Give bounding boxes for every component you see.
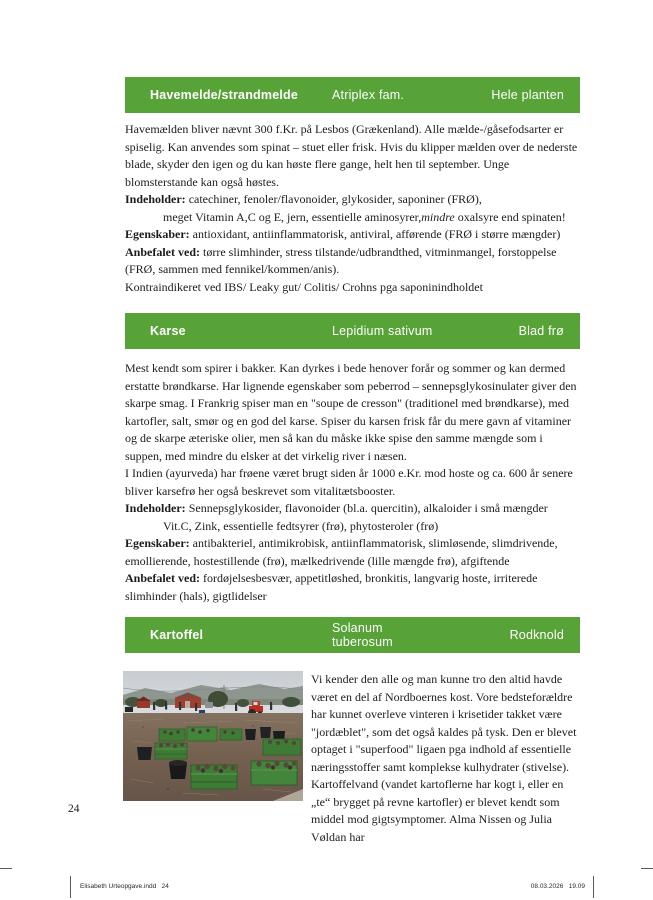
indent-post: oxalsyre end spinaten!	[454, 209, 566, 224]
section-plant-part: Hele planten	[491, 88, 564, 102]
section-intro: Vi kender den alle og man kunne tro den altid havde været en del af Nordboernes kost. Vore bedsteforældre har kunnet overleve vinteren i krisetider takket være "jordæblet", som det også kaldes på tysk. Den er blevet optaget i "superfood" ligaen pga indhold af essentielle næringsstoffer samt komplekse kulhydrater (stivelse). Kartoffelvand (vandet kartoflerne har kogt i, eller en „te“ brygget på revne kartofler) er blevet kendt som middel mod gigtsymptomer. Alma Nissen og Julia Vøldan har	[311, 672, 577, 844]
anbefalet-line	[125, 244, 581, 279]
crop-mark-bottom-left	[70, 876, 71, 898]
egenskaber-text: antibakteriel, antimikrobisk, antiinflammatorisk, slimløsende, slimdrivende, emollierende, hostestillende (frø), mælkedrivende (lille mængde frø), afgiftende	[125, 536, 558, 568]
indeholder-text: catechiner, fenoler/flavonoider, glykosider, saponiner (FRØ),	[185, 192, 482, 206]
anbefalet-text: fordøjelsesbesvær, appetitløshed, bronkitis, langvarig hoste, irriterede slimhinder (hals), gigtlidelser	[125, 571, 538, 603]
anbefalet-label: Anbefalet ved:	[125, 244, 200, 259]
slug-timestamp: 08.03.2026 19.09	[530, 883, 585, 890]
anbefalet-text: tørre slimhinder, stress tilstande/udbrandthed, vitminmangel, forstoppelse (FRØ, sammen med fennikel/kommen/anis).	[125, 244, 557, 276]
section-header-kartoffel	[125, 617, 580, 653]
indent-pre: meget Vitamin A,C og E, jern, essentielle aminosyrer,	[163, 209, 422, 224]
anbefalet-label: Anbefalet ved:	[125, 571, 200, 585]
potato-harvest-photo	[123, 671, 303, 801]
indeholder-line	[125, 191, 581, 209]
crop-mark-left	[0, 868, 12, 869]
section-intro: Havemælden bliver nævnt 300 f.Kr. på Lesbos (Grækenland). Alle mælde-/gåsefodsarter er spiselig. Kan anvendes som spinat – stuet eller frisk. Hvis du klipper mælden over de nederste blade, skyder den igen og du kan høste flere gange, helt hen til september. Unge blomsterstande kan også høstes.	[125, 122, 578, 189]
indeholder-label: Indeholder:	[125, 501, 186, 515]
section-intro-2: I Indien (ayurveda) har frøene været brugt siden år 1000 e.Kr. mod hoste og ca. 600 år senere bliver karsefrø her også beskrevet som vitalitætsbooster.	[125, 466, 573, 498]
indeholder-label: Indeholder:	[125, 192, 186, 206]
anbefalet-line	[125, 570, 581, 605]
indent-italic: mindre	[421, 209, 455, 224]
egenskaber-text: antioxidant, antiinflammatorisk, antiviral, afførende (FRØ i større mængder)	[189, 227, 561, 241]
crop-mark-right	[641, 868, 653, 869]
section-latin-name: Solanum tuberosum	[332, 621, 393, 649]
section-plant-part: Rodknold	[509, 628, 564, 642]
section-title: Havemelde/strandmelde	[150, 88, 299, 102]
section-title: Karse	[150, 324, 186, 338]
section-title: Kartoffel	[150, 628, 204, 642]
indeholder-continuation	[125, 209, 581, 227]
kontraindikeret-line: Kontraindikeret ved IBS/ Leaky gut/ Colitis/ Crohns pga saponinindholdet	[125, 279, 483, 294]
section-body-kartoffel	[123, 671, 580, 846]
egenskaber-label: Egenskaber:	[125, 536, 190, 550]
section-intro: Mest kendt som spirer i bakker. Kan dyrkes i bede henover forår og sommer og kan dermed erstatte brøndkarse. Har lignende egenskaber som peberrod – sennepsglykosinulater giver den skarpe smag. I Frankrig spiser man en "soupe de cresson" (traditionel med brøndkarse), med kartofler, salt, smør og en god del karse. Spiser du karsen frisk får du mere gavn af vitaminer og de skarpe æteriske olier, men så kan du måske ikke spise den samme mængde som i suppen, med mindre du elsker at det virkelig river i næsen.	[125, 361, 577, 463]
slug-filename: Elisabeth Urteopgave.indd 24	[80, 883, 169, 890]
section-plant-part: Blad frø	[518, 324, 564, 338]
section-latin-name: Lepidium sativum	[332, 324, 433, 338]
potato-harvest-photo-illustration	[123, 671, 303, 801]
section-latin-name: Atriplex fam.	[332, 88, 405, 102]
section-body-karse	[125, 360, 581, 605]
indeholder-text: Sennepsglykosider, flavonoider (bl.a. quercitin), alkaloider i små mængder	[185, 501, 548, 515]
page-number: 24	[68, 803, 80, 815]
indeholder-line	[125, 500, 581, 518]
crop-mark-bottom-right	[593, 876, 594, 898]
section-body-havemelde	[125, 121, 581, 296]
egenskaber-line	[125, 226, 581, 244]
section-header-karse	[125, 313, 580, 349]
indeholder-continuation: Vit.C, Zink, essentielle fedtsyrer (frø), phytosteroler (frø)	[163, 518, 439, 533]
egenskaber-line	[125, 535, 581, 570]
egenskaber-label: Egenskaber:	[125, 227, 190, 241]
section-header-havemelde	[125, 77, 580, 113]
